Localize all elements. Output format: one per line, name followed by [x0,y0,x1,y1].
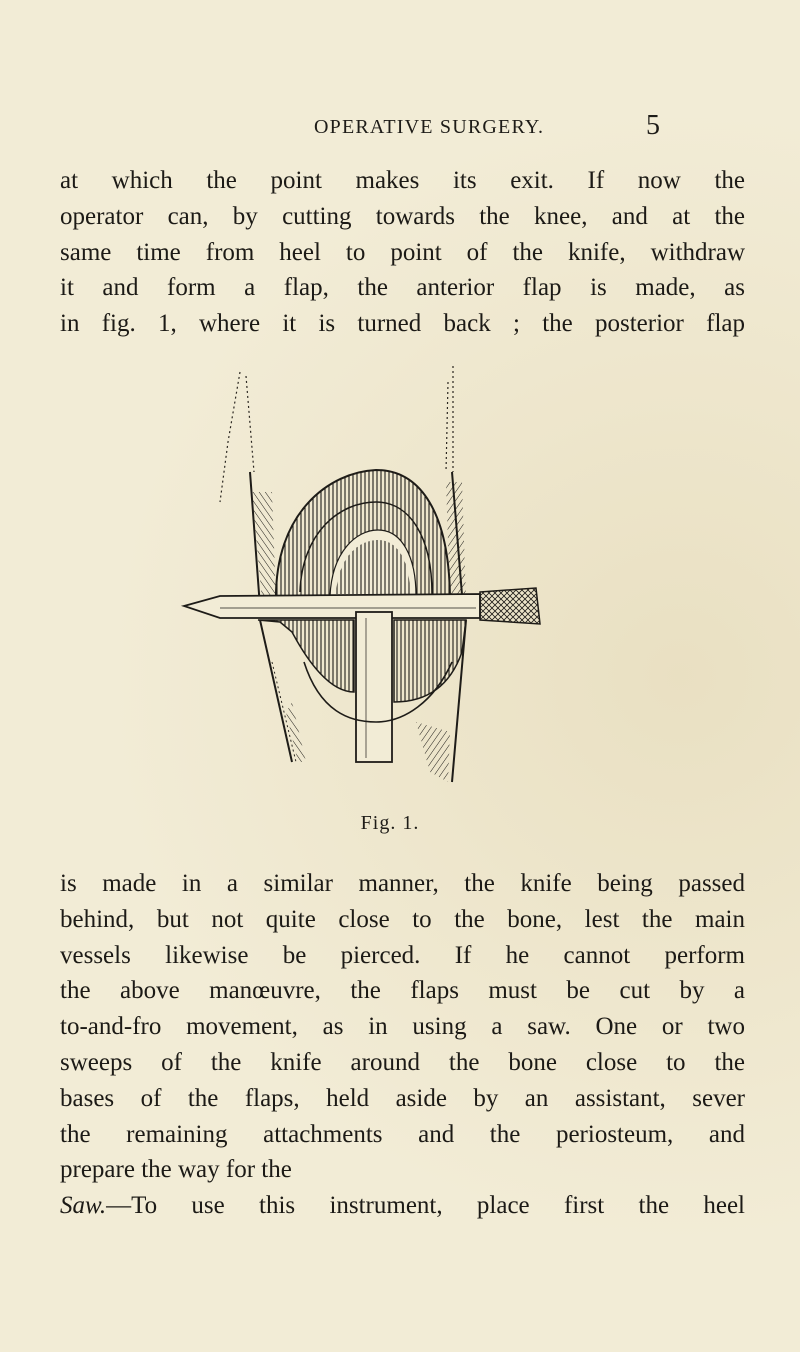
text-line: bases of the flaps, held aside by an assistant, sever [60,1084,745,1112]
saw-heading: Saw. [60,1192,107,1220]
text-line: it and form a flap, the anterior flap is made, as [60,274,745,302]
text-line: to-and-fro movement, as in using a saw. One or two [60,1013,745,1041]
amputation-illustration [180,362,560,792]
text-line: operator can, by cutting towards the knee, and at the [60,202,745,230]
posterior-tissue [258,620,354,692]
paragraph-bottom [60,866,745,1224]
saw-line-text: —To use this instrument, place first the heel [106,1192,745,1220]
text-line: same time from heel to point of the knife, withdraw [60,238,745,266]
text-line: behind, but not quite close to the bone, lest the main [60,905,745,933]
text-line: the remaining attachments and the periosteum, and [60,1120,745,1148]
knife-handle [480,588,540,624]
text-line: is made in a similar manner, the knife being passed [60,870,745,897]
text-line-saw [60,1188,745,1224]
figure-caption-text: Fig. 1. [360,812,420,834]
text-line: at which the point makes its exit. If now the [60,167,745,194]
text-line: in fig. 1, where it is turned back ; the posterior flap [60,310,745,338]
figure-caption [0,812,800,835]
text-line: vessels likewise be pierced. If he cannot perform [60,941,745,969]
bone-femur [356,612,392,762]
paragraph-top [60,163,745,342]
text-line: the above manœuvre, the flaps must be cut by a [60,977,745,1005]
running-head [0,110,800,150]
text-line: prepare the way for the [60,1156,292,1184]
page-number: 5 [646,110,660,141]
knife-blade [184,594,480,618]
running-title: OPERATIVE SURGERY. [314,116,545,138]
text-line: sweeps of the knife around the bone close to the [60,1048,745,1076]
